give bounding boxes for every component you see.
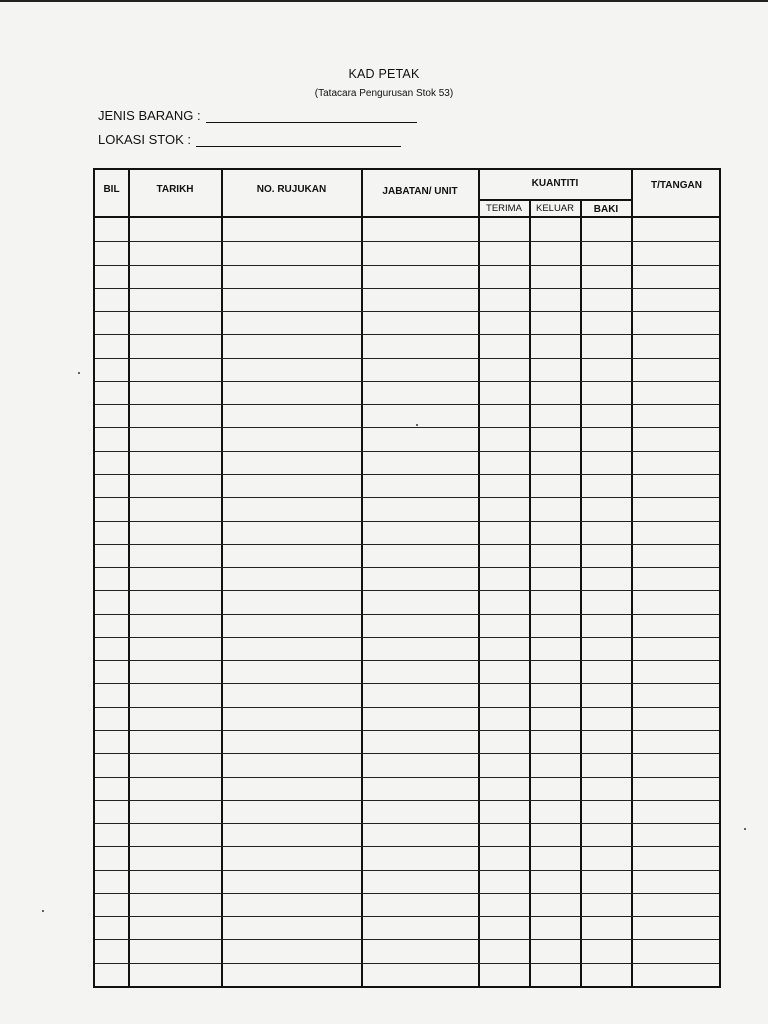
table-row-line: [95, 614, 719, 615]
scan-speck: [416, 424, 418, 426]
table-row-line: [95, 474, 719, 475]
table-row-line: [95, 637, 719, 638]
table-row-line: [95, 567, 719, 568]
scan-speck: [744, 828, 746, 830]
col-divider: [361, 170, 363, 986]
scan-speck: [42, 910, 44, 912]
header-terima: TERIMA: [486, 203, 522, 214]
table-row-line: [95, 427, 719, 428]
table-row-line: [95, 288, 719, 289]
header-keluar: KELUAR: [535, 203, 574, 214]
table-row-line: [95, 800, 719, 801]
table-row-line: [95, 497, 719, 498]
header-bil: BIL: [103, 184, 120, 195]
jenis-barang-label: JENIS BARANG :: [98, 108, 201, 123]
table-row-line: [95, 846, 719, 847]
table-row-line: [95, 730, 719, 731]
table-row-line: [95, 893, 719, 894]
table-row-line: [95, 683, 719, 684]
lokasi-stok-blank[interactable]: [196, 132, 401, 147]
table-row-line: [95, 660, 719, 661]
header-baki: BAKI: [593, 204, 619, 215]
table-row-line: [95, 753, 719, 754]
header-jabatan-unit: JABATAN/ UNIT: [382, 186, 458, 197]
table-row-line: [95, 404, 719, 405]
header-tarikh: TARIKH: [156, 184, 194, 195]
header-no-rujukan: NO. RUJUKAN: [256, 184, 327, 195]
col-divider: [128, 170, 130, 986]
table-row-line: [95, 358, 719, 359]
jenis-barang-field[interactable]: [98, 108, 417, 123]
header-kuantiti: KUANTITI: [531, 178, 579, 189]
table-row-line: [95, 241, 719, 242]
jenis-barang-blank[interactable]: [206, 108, 417, 123]
table-row-line: [95, 451, 719, 452]
table-row-line: [95, 381, 719, 382]
scan-speck: [78, 372, 80, 374]
form-title: KAD PETAK: [348, 67, 420, 81]
table-row-line: [95, 521, 719, 522]
table-row-line: [95, 939, 719, 940]
table-row-line: [95, 311, 719, 312]
lokasi-stok-label: LOKASI STOK :: [98, 132, 191, 147]
table-row-line: [95, 916, 719, 917]
kuantiti-divider: [479, 199, 631, 201]
table-row-line: [95, 870, 719, 871]
col-divider: [529, 199, 531, 986]
table-row-line: [95, 823, 719, 824]
table-row-line: [95, 265, 719, 266]
table-row-line: [95, 590, 719, 591]
header-separator: [95, 216, 719, 218]
table-row-line: [95, 707, 719, 708]
col-divider: [580, 199, 582, 986]
table-row-line: [95, 963, 719, 964]
table-row-line: [95, 544, 719, 545]
header-t-tangan: T/TANGAN: [651, 180, 702, 191]
lokasi-stok-field[interactable]: [98, 132, 401, 147]
scan-top-edge: [0, 0, 768, 2]
form-subtitle: (Tatacara Pengurusan Stok 53): [314, 88, 454, 99]
col-divider: [221, 170, 223, 986]
table-row-line: [95, 777, 719, 778]
stock-card-table: [93, 168, 721, 988]
table-row-line: [95, 334, 719, 335]
col-divider: [631, 170, 633, 986]
col-divider: [478, 170, 480, 986]
